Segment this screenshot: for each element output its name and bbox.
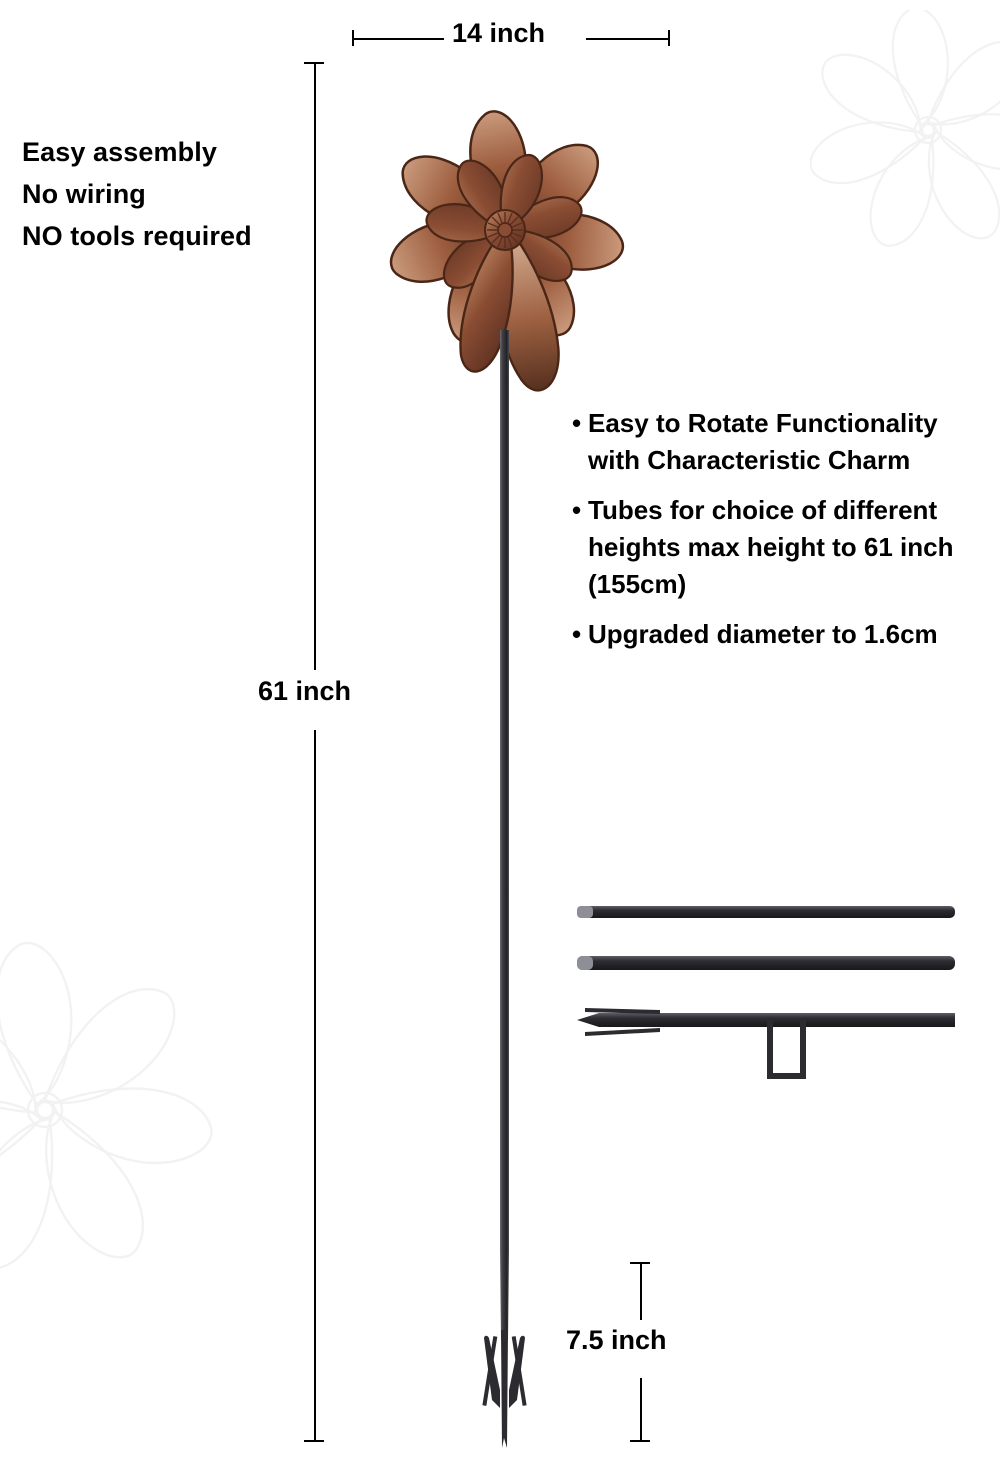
height-dimension-line-lower xyxy=(314,730,316,1442)
feature-line-2: No wiring xyxy=(22,178,146,209)
watermark-flower-bottom-left xyxy=(0,840,260,1275)
assembled-pole xyxy=(470,330,540,1450)
width-dimension-label: 14 inch xyxy=(452,18,546,48)
feature-line-1: Easy assembly xyxy=(22,137,217,167)
bullet-item-1-text: Easy to Rotate Functionality with Characteristic Charm xyxy=(588,408,938,475)
feature-line-3: NO tools required xyxy=(22,220,252,251)
bullet-item-1 xyxy=(572,405,972,479)
stake-dimension-label: 7.5 inch xyxy=(566,1325,667,1355)
parts-diagram xyxy=(565,880,975,1110)
width-dimension-cap-right xyxy=(668,30,670,46)
width-dimension-line-left xyxy=(352,38,444,40)
bullet-marker-icon: • xyxy=(572,408,582,438)
part-upper-tube xyxy=(577,906,955,918)
bullet-list xyxy=(572,405,972,665)
stake-dimension-line-lower xyxy=(640,1378,642,1440)
stake-dimension-cap-bottom xyxy=(630,1440,650,1442)
watermark-flower-top-right xyxy=(810,10,1000,265)
bullet-marker-icon: • xyxy=(572,618,582,649)
feature-text-block xyxy=(22,132,252,258)
bullet-item-3 xyxy=(572,616,972,653)
height-dimension-cap-bottom xyxy=(304,1440,324,1442)
part-ground-stake xyxy=(577,1008,955,1076)
bullet-item-2-text: Tubes for choice of different heights max height to 61 inch (155cm) xyxy=(588,494,954,599)
bullet-marker-icon: • xyxy=(572,494,582,525)
height-dimension-label: 61 inch xyxy=(258,676,352,706)
stake-dimension-line-upper xyxy=(640,1262,642,1320)
width-dimension-line-right xyxy=(586,38,670,40)
stake-dimension-cap-top xyxy=(630,1262,650,1264)
bullet-item-2 xyxy=(572,492,972,603)
part-lower-tube xyxy=(577,956,955,970)
height-dimension-line-upper xyxy=(314,62,316,670)
height-dimension-cap-top xyxy=(304,62,324,64)
bullet-item-3-text: Upgraded diameter to 1.6cm xyxy=(588,618,938,649)
width-dimension-cap-left xyxy=(352,30,354,46)
